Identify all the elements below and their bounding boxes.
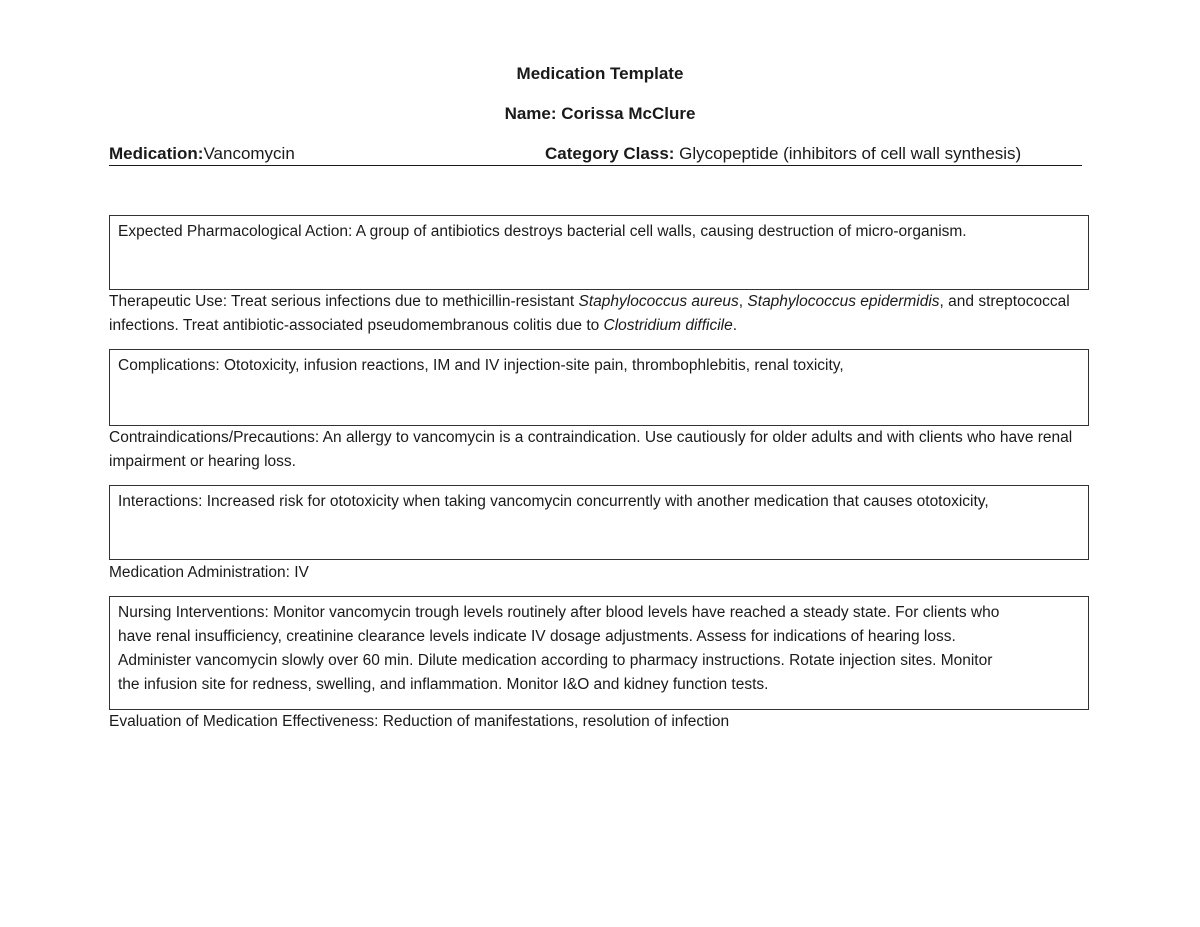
medication-field <box>109 144 295 164</box>
category-value: Glycopeptide (inhibitors of cell wall synthesis) <box>679 144 1022 163</box>
complications-box <box>109 349 1089 426</box>
medication-value: Vancomycin <box>203 144 295 163</box>
category-label: Category Class: <box>545 144 675 163</box>
nursing-interventions-box <box>109 596 1089 710</box>
category-field <box>545 144 1021 164</box>
medication-label: Medication: <box>109 144 204 163</box>
therapeutic-use-part: . <box>732 317 738 334</box>
therapeutic-use-part: , and streptococcal infections. Treat antibiotic-associated pseudomembranous colitis due to <box>109 293 1070 334</box>
organism-name: Staphylococcus epidermidis <box>747 293 940 310</box>
nursing-interventions-line: have renal insufficiency, creatinine clearance levels indicate IV dosage adjustments. Assess for indications of hearing loss. <box>118 628 956 645</box>
therapeutic-use-part: Therapeutic Use: Treat serious infections due to methicillin-resistant <box>109 293 579 310</box>
interactions-box <box>109 485 1089 560</box>
administration-text: Medication Administration: IV <box>109 564 309 581</box>
expected-action-text: Expected Pharmacological Action: A group of antibiotics destroys bacterial cell walls, causing destruction of micro-organism. <box>118 223 967 240</box>
organism-name: Staphylococcus aureus <box>578 293 739 310</box>
document-title: Medication Template <box>516 64 684 83</box>
organism-name: Clostridium difficile <box>603 317 733 334</box>
evaluation-text: Evaluation of Medication Effectiveness: Reduction of manifestations, resolution of infection <box>109 713 730 730</box>
interactions-text: Interactions: Increased risk for ototoxicity when taking vancomycin concurrently with another medication that causes ototoxicity, <box>118 493 989 510</box>
nursing-interventions-line: the infusion site for redness, swelling, and inflammation. Monitor I&O and kidney function tests. <box>118 676 769 693</box>
medication-header-row <box>109 144 1082 168</box>
header-underline <box>109 165 1082 166</box>
student-name: Name: Corissa McClure <box>504 104 696 123</box>
complications-text: Complications: Ototoxicity, infusion reactions, IM and IV injection-site pain, thrombophlebitis, renal toxicity, <box>118 357 844 374</box>
contraindications-text: Contraindications/Precautions: An allergy to vancomycin is a contraindication. Use cautiously for older adults and with clients who have renal impairment or hearing loss. <box>109 429 1073 470</box>
nursing-interventions-line: Administer vancomycin slowly over 60 min. Dilute medication according to pharmacy instructions. Rotate injection sites. Monitor <box>118 652 993 669</box>
therapeutic-use-part: , <box>738 293 748 310</box>
nursing-interventions-line: Nursing Interventions: Monitor vancomycin trough levels routinely after blood levels have reached a steady state. For clients who <box>118 604 1000 621</box>
expected-action-box <box>109 215 1089 290</box>
therapeutic-use-text <box>109 290 1089 338</box>
